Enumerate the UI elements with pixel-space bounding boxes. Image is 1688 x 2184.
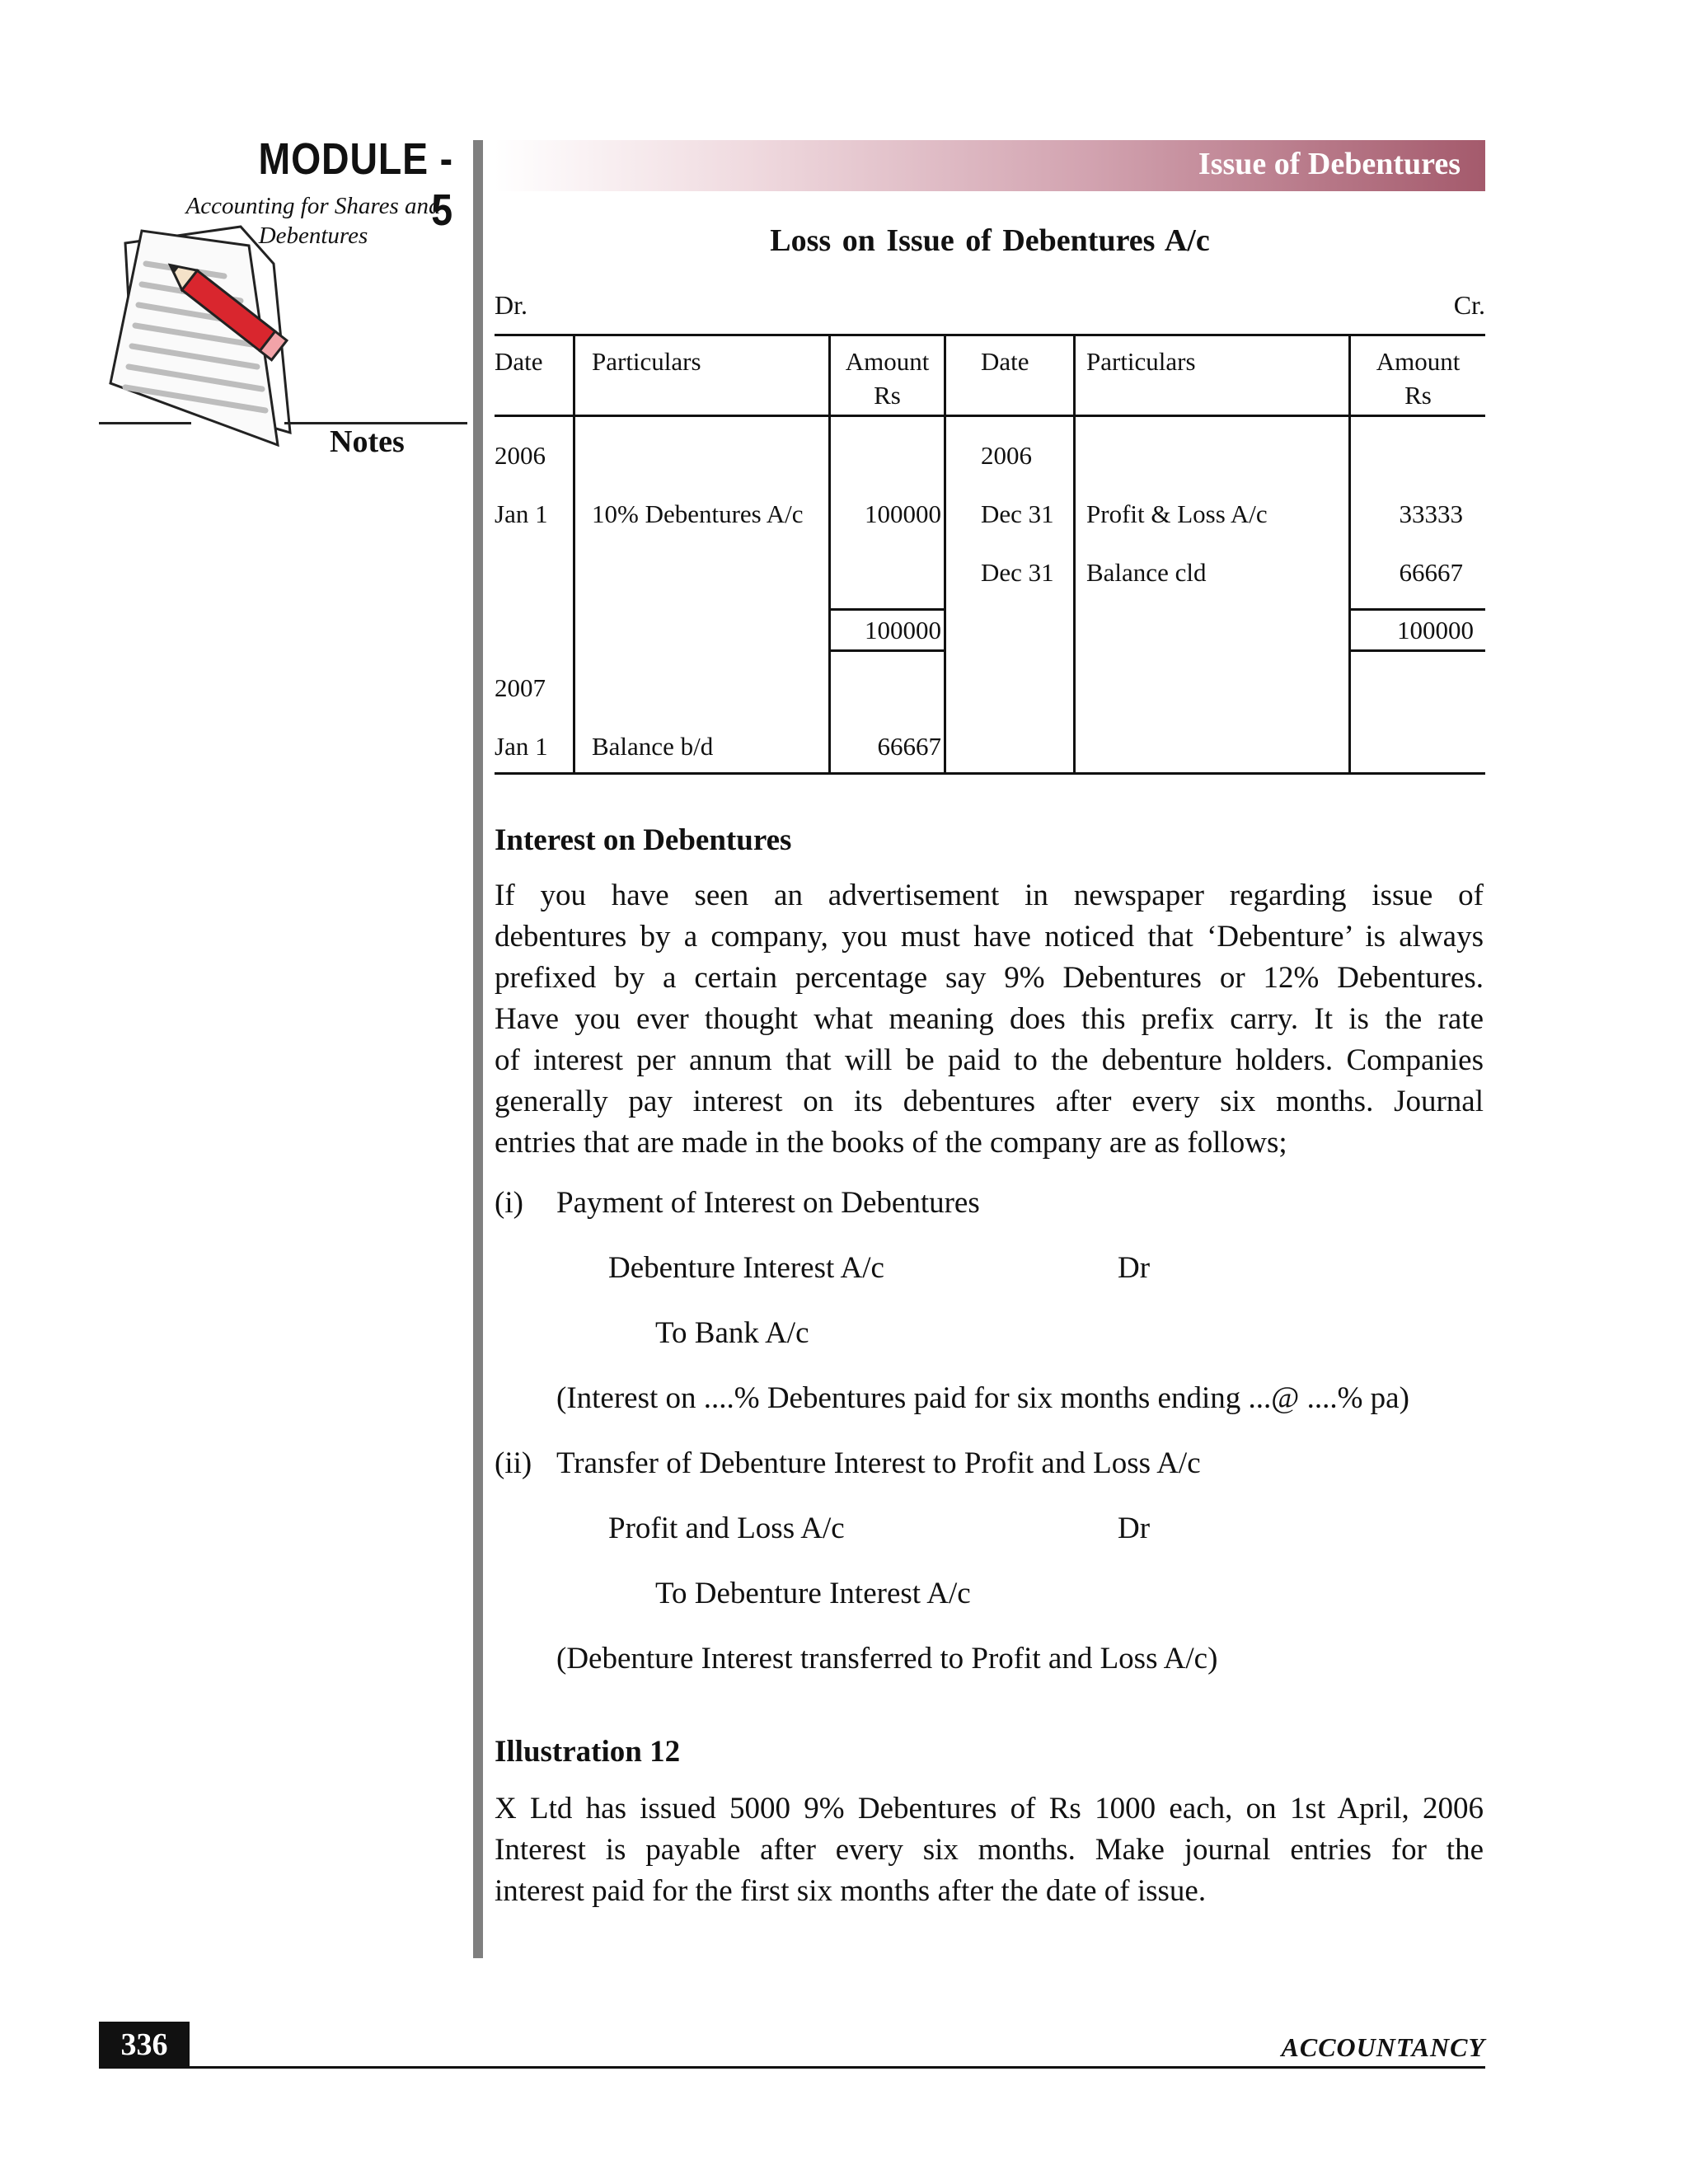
credit-row2-particulars: Balance cld bbox=[1086, 558, 1207, 587]
para-line: If you have seen an advertisement in newspaper regarding issue of bbox=[495, 879, 1484, 912]
margin-vertical-bar bbox=[473, 140, 483, 1958]
credit-row2-date: Dec 31 bbox=[981, 558, 1054, 587]
debit-row1-amount: 100000 bbox=[865, 499, 941, 528]
para-line: generally pay interest on its debentures after every six months. Journal bbox=[495, 1085, 1484, 1118]
item1-title: Payment of Interest on Debentures bbox=[556, 1186, 980, 1220]
debit-year-2006: 2006 bbox=[495, 441, 546, 470]
credit-row1-amount: 33333 bbox=[1399, 499, 1463, 528]
para-line: Interest is payable after every six months. Make journal entries for the bbox=[495, 1833, 1484, 1867]
ledger-dr-label: Dr. bbox=[495, 290, 528, 320]
para-line: entries that are made in the books of the company are as follows; bbox=[495, 1126, 1287, 1160]
item1-number: (i) bbox=[495, 1186, 523, 1220]
item1-dr: Dr bbox=[1118, 1251, 1151, 1285]
item1-credit-account: To Bank A/c bbox=[655, 1316, 809, 1350]
debit-total: 100000 bbox=[865, 616, 941, 644]
interest-paragraph bbox=[495, 875, 1484, 1164]
ledger-cr-label: Cr. bbox=[1453, 290, 1485, 320]
debit-row1-particulars: 10% Debentures A/c bbox=[592, 499, 804, 528]
para-line: Have you ever thought what meaning does this prefix carry. It is the rate bbox=[495, 1002, 1484, 1036]
illustration-heading: Illustration 12 bbox=[495, 1735, 681, 1769]
header-date-dr: Date bbox=[495, 347, 543, 376]
notes-pencil-icon bbox=[101, 223, 323, 462]
chapter-title: Issue of Debentures bbox=[1198, 147, 1461, 181]
credit-row1-date: Dec 31 bbox=[981, 499, 1054, 528]
chapter-header-band bbox=[495, 140, 1485, 191]
module-title: MODULE - 5 bbox=[258, 134, 453, 235]
item2-credit-account: To Debenture Interest A/c bbox=[655, 1577, 971, 1610]
para-line: X Ltd has issued 5000 9% Debentures of Rs 1000 each, on 1st April, 2006 bbox=[495, 1792, 1484, 1825]
credit-total: 100000 bbox=[1397, 616, 1474, 644]
credit-year-2006: 2006 bbox=[981, 441, 1032, 470]
header-amount-cr: Amount bbox=[1376, 347, 1461, 376]
para-line: interest paid for the first six months after the date of issue. bbox=[495, 1874, 1207, 1908]
item2-narration: (Debenture Interest transferred to Profit and Loss A/c) bbox=[556, 1642, 1218, 1675]
para-line: of interest per annum that will be paid to the debenture holders. Companies bbox=[495, 1043, 1484, 1077]
header-particulars-dr: Particulars bbox=[592, 347, 701, 376]
footer-rule bbox=[99, 2066, 1485, 2069]
module-subtitle-line-1: Accounting for Shares and bbox=[185, 193, 441, 219]
header-rs-dr: Rs bbox=[874, 381, 901, 410]
item2-number: (ii) bbox=[495, 1446, 532, 1480]
header-date-cr: Date bbox=[981, 347, 1029, 376]
item1-narration: (Interest on ....% Debentures paid for six months ending ...@ ....% pa) bbox=[556, 1381, 1409, 1415]
ledger-table bbox=[495, 334, 1485, 776]
item2-dr: Dr bbox=[1118, 1511, 1151, 1545]
header-amount-dr: Amount bbox=[845, 347, 930, 376]
item2-debit-account: Profit and Loss A/c bbox=[608, 1511, 845, 1545]
debit-row2-amount: 66667 bbox=[877, 732, 941, 761]
module-subtitle-line-2: Debentures bbox=[258, 223, 368, 249]
credit-row1-particulars: Profit & Loss A/c bbox=[1086, 499, 1268, 528]
header-particulars-cr: Particulars bbox=[1086, 347, 1196, 376]
ledger-title: Loss on Issue of Debentures A/c bbox=[770, 223, 1210, 258]
debit-row1-date: Jan 1 bbox=[495, 499, 548, 528]
credit-row2-amount: 66667 bbox=[1399, 558, 1463, 587]
page-number: 336 bbox=[99, 2022, 190, 2068]
notes-label: Notes bbox=[330, 424, 405, 459]
debit-row2-particulars: Balance b/d bbox=[592, 732, 714, 761]
interest-heading: Interest on Debentures bbox=[495, 823, 792, 857]
illustration-paragraph bbox=[495, 1788, 1484, 1912]
item2-title: Transfer of Debenture Interest to Profit and Loss A/c bbox=[556, 1446, 1201, 1480]
debit-year-2007: 2007 bbox=[495, 673, 546, 702]
para-line: prefixed by a certain percentage say 9% Debentures or 12% Debentures. bbox=[495, 961, 1484, 995]
item1-debit-account: Debenture Interest A/c bbox=[608, 1251, 884, 1285]
para-line: debentures by a company, you must have noticed that ‘Debenture’ is always bbox=[495, 920, 1484, 954]
notes-divider-left bbox=[99, 422, 191, 424]
header-rs-cr: Rs bbox=[1404, 381, 1432, 410]
debit-row2-date: Jan 1 bbox=[495, 732, 548, 761]
footer-book-title: ACCOUNTANCY bbox=[1281, 2032, 1485, 2062]
